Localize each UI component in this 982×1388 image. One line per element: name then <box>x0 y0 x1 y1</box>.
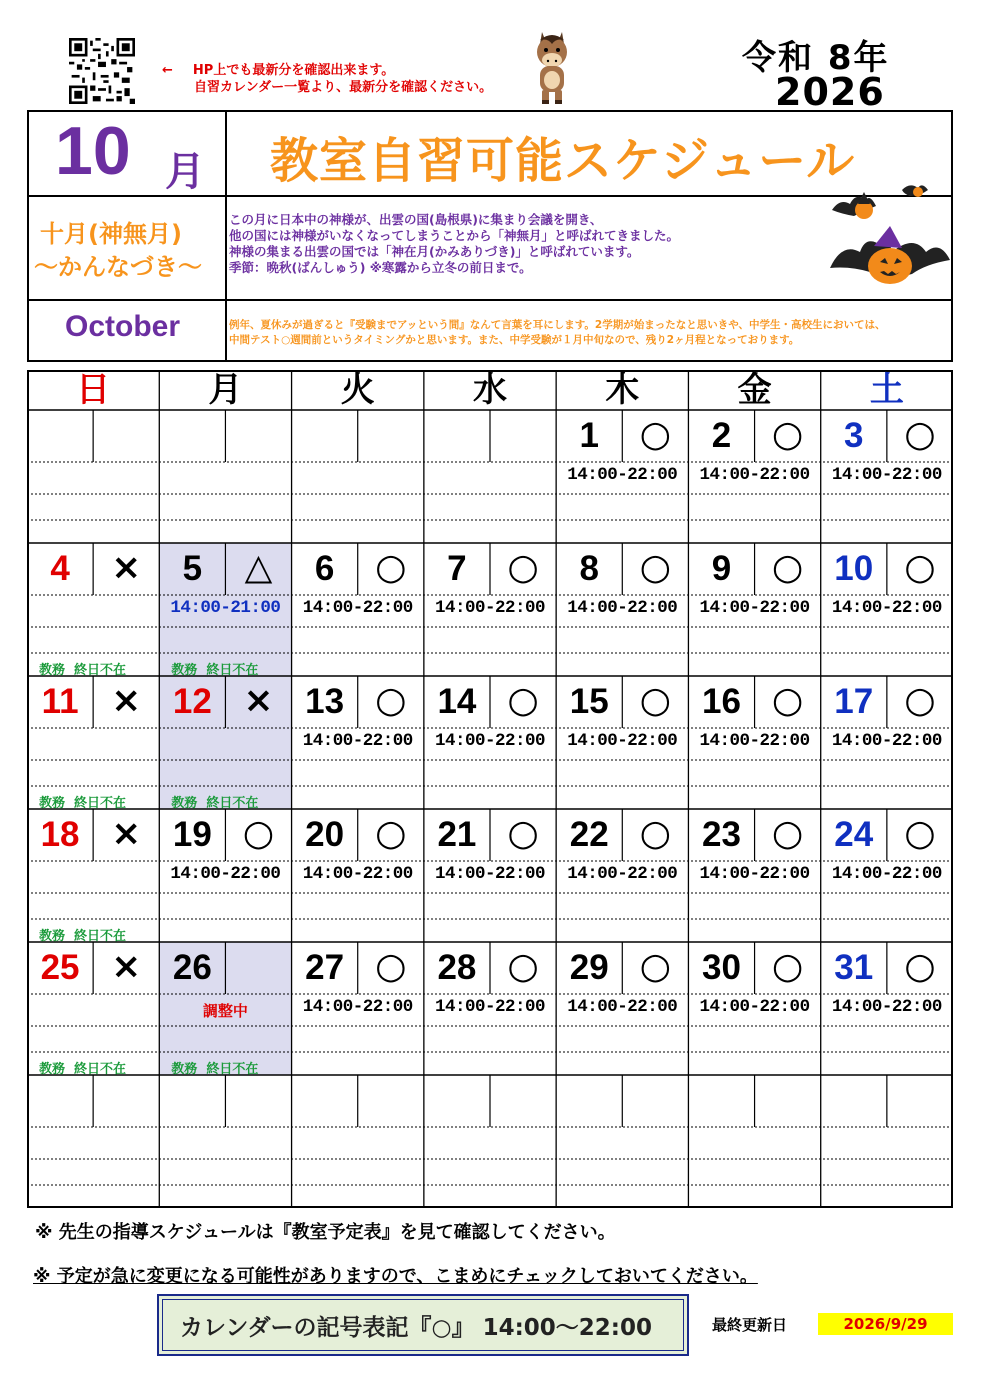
staff-absent-note: 教務 終日不在 <box>171 663 259 678</box>
day-number: 24 <box>834 815 874 854</box>
open-hours: 14:00-22:00 <box>699 731 810 751</box>
closed-mark-icon: × <box>111 813 142 854</box>
available-mark-icon: ○ <box>507 813 539 854</box>
open-hours: 14:00-22:00 <box>831 864 942 884</box>
day-number: 12 <box>172 682 212 721</box>
available-mark-icon: ○ <box>639 946 672 987</box>
weekday-header: 火 <box>340 370 375 410</box>
open-hours: 14:00-22:00 <box>302 997 413 1017</box>
description-line: 神様の集まる出雲の国では「神在月(かみありづき)」と呼ばれています。 <box>229 244 640 259</box>
weekday-header: 木 <box>605 370 640 410</box>
day-number: 21 <box>437 815 477 854</box>
page-title: 教室自習可能スケジュール <box>270 133 856 189</box>
hp-note-line1: HP上でも最新分を確認出来ます。 <box>192 63 395 78</box>
available-mark-icon: ○ <box>771 946 804 987</box>
staff-absent-note: 教務 終日不在 <box>39 796 127 811</box>
day-number: 10 <box>834 549 874 588</box>
staff-absent-note: 教務 終日不在 <box>39 663 127 678</box>
day-number: 4 <box>50 549 70 588</box>
staff-absent-note: 教務 終日不在 <box>39 929 127 944</box>
available-mark-icon: ○ <box>904 680 936 721</box>
day-number: 15 <box>569 682 609 721</box>
staff-absent-note: 教務 終日不在 <box>171 1062 259 1077</box>
open-hours: 14:00-22:00 <box>699 465 810 485</box>
weekday-header: 土 <box>869 370 904 410</box>
available-mark-icon: ○ <box>771 414 804 455</box>
available-mark-icon: ○ <box>507 547 539 588</box>
available-mark-icon: ○ <box>904 946 936 987</box>
day-number: 19 <box>172 815 212 854</box>
day-number: 5 <box>182 549 203 588</box>
day-number: 6 <box>314 549 335 588</box>
available-mark-icon: ○ <box>771 680 804 721</box>
open-hours: 14:00-22:00 <box>831 731 942 751</box>
day-number: 25 <box>40 948 80 987</box>
day-number: 27 <box>305 948 345 987</box>
available-mark-icon: ○ <box>639 813 672 854</box>
available-mark-icon: ○ <box>904 813 936 854</box>
open-hours: 14:00-22:00 <box>434 864 545 884</box>
closed-mark-icon: × <box>111 547 142 588</box>
year: 2026 <box>775 70 885 114</box>
available-mark-icon: ○ <box>904 414 936 455</box>
weekday-header: 日 <box>76 370 111 410</box>
day-number: 26 <box>172 948 212 987</box>
era-year: 令和 8年 <box>742 38 890 78</box>
open-hours: 14:00-22:00 <box>434 731 545 751</box>
day-number: 18 <box>40 815 80 854</box>
day-number: 29 <box>569 948 609 987</box>
japanese-month-name: 十月(神無月) <box>40 220 182 248</box>
last-updated-date: 2026/9/29 <box>818 1313 953 1335</box>
hp-note-line2: 自習カレンダー一覧より、最新分を確認ください。 <box>194 80 493 95</box>
day-number: 23 <box>702 815 741 854</box>
closed-mark-icon: × <box>243 680 274 721</box>
open-hours: 14:00-22:00 <box>699 598 810 618</box>
staff-absent-note: 教務 終日不在 <box>171 796 259 811</box>
day-number: 9 <box>711 549 732 588</box>
halloween-bats-icon <box>830 180 950 295</box>
available-mark-icon: ○ <box>375 946 407 987</box>
day-number: 22 <box>569 815 609 854</box>
available-mark-icon: ○ <box>507 946 539 987</box>
available-mark-icon: ○ <box>242 813 275 854</box>
available-mark-icon: ○ <box>639 547 672 588</box>
closed-mark-icon: × <box>111 680 142 721</box>
month-kanji: 月 <box>165 149 205 195</box>
last-updated-label: 最終更新日 <box>712 1316 788 1334</box>
weekday-header: 月 <box>208 370 243 410</box>
available-mark-icon: ○ <box>375 813 407 854</box>
day-number: 2 <box>711 416 732 455</box>
available-mark-icon: ○ <box>639 680 672 721</box>
day-number: 3 <box>844 416 864 455</box>
day-number: 31 <box>834 948 874 987</box>
partial-mark-icon: △ <box>244 547 273 588</box>
japanese-month-reading: 〜かんなづき〜 <box>34 253 202 281</box>
open-hours: 14:00-22:00 <box>831 997 942 1017</box>
available-mark-icon: ○ <box>507 680 539 721</box>
available-mark-icon: ○ <box>771 547 804 588</box>
calendar-grid <box>27 370 953 1212</box>
open-hours: 14:00-22:00 <box>434 997 545 1017</box>
open-hours: 14:00-22:00 <box>302 864 413 884</box>
day-number: 7 <box>447 549 467 588</box>
open-hours: 14:00-22:00 <box>699 864 810 884</box>
english-note <box>229 318 944 348</box>
day-number: 17 <box>834 682 874 721</box>
open-hours: 14:00-22:00 <box>567 997 678 1017</box>
open-hours: 14:00-21:00 <box>170 598 281 618</box>
available-mark-icon: ○ <box>375 547 407 588</box>
english-note-line: 例年、夏休みが過ぎると『受験までアッという間』なんて言葉を耳にします。2学期が始まったなと思いきや、中学生・高校生においては、 <box>229 319 886 331</box>
english-note-line: 中間テスト○週間前というタイミングかと思います。また、中学受験が１月中旬なので、残り2ヶ月程となっております。 <box>229 334 800 346</box>
open-hours: 14:00-22:00 <box>567 864 678 884</box>
adjusting-label: 調整中 <box>202 1002 248 1020</box>
day-number: 11 <box>41 682 79 721</box>
day-number: 1 <box>579 416 599 455</box>
qr-code-icon[interactable] <box>69 38 135 104</box>
available-mark-icon: ○ <box>639 414 672 455</box>
open-hours: 14:00-22:00 <box>302 598 413 618</box>
open-hours: 14:00-22:00 <box>567 731 678 751</box>
open-hours: 14:00-22:00 <box>831 598 942 618</box>
horse-mascot-icon <box>526 28 578 106</box>
open-hours: 14:00-22:00 <box>567 598 678 618</box>
footer-note-2: ※ 予定が急に変更になる可能性がありますので、こまめにチェックしておいてください。 <box>33 1266 758 1287</box>
available-mark-icon: ○ <box>375 680 407 721</box>
open-hours: 14:00-22:00 <box>699 997 810 1017</box>
day-number: 20 <box>305 815 345 854</box>
available-mark-icon: ○ <box>904 547 936 588</box>
month-description <box>229 212 679 276</box>
description-line: 季節：晩秋(ばんしゅう) ※寒露から立冬の前日まで。 <box>229 260 532 275</box>
description-line: この月に日本中の神様が、出雲の国(島根県)に集まり会議を開き、 <box>229 212 603 227</box>
footer-note-1: ※ 先生の指導スケジュールは『教室予定表』を見て確認してください。 <box>35 1222 616 1243</box>
day-number: 16 <box>702 682 741 721</box>
description-line: 他の国には神様がいなくなってしまうことから「神無月」と呼ばれてきました。 <box>229 228 680 243</box>
legend-text: カレンダーの記号表記『○』 14:00〜22:00 <box>180 1315 653 1341</box>
day-number: 30 <box>702 948 741 987</box>
open-hours: 14:00-22:00 <box>170 864 281 884</box>
day-number: 13 <box>305 682 345 721</box>
english-month: October <box>65 310 181 343</box>
open-hours: 14:00-22:00 <box>302 731 413 751</box>
open-hours: 14:00-22:00 <box>567 465 678 485</box>
weekday-header: 水 <box>472 370 507 410</box>
open-hours: 14:00-22:00 <box>434 598 545 618</box>
weekday-header: 金 <box>737 370 772 410</box>
calendar-gridlines <box>27 370 953 1212</box>
available-mark-icon: ○ <box>771 813 804 854</box>
arrow-left-icon: ← <box>162 63 173 78</box>
hp-note <box>162 62 492 96</box>
month-number: 10 <box>55 113 131 189</box>
staff-absent-note: 教務 終日不在 <box>39 1062 127 1077</box>
open-hours: 14:00-22:00 <box>831 465 942 485</box>
closed-mark-icon: × <box>111 946 142 987</box>
day-number: 28 <box>437 948 477 987</box>
day-number: 8 <box>579 549 599 588</box>
day-number: 14 <box>437 682 477 721</box>
